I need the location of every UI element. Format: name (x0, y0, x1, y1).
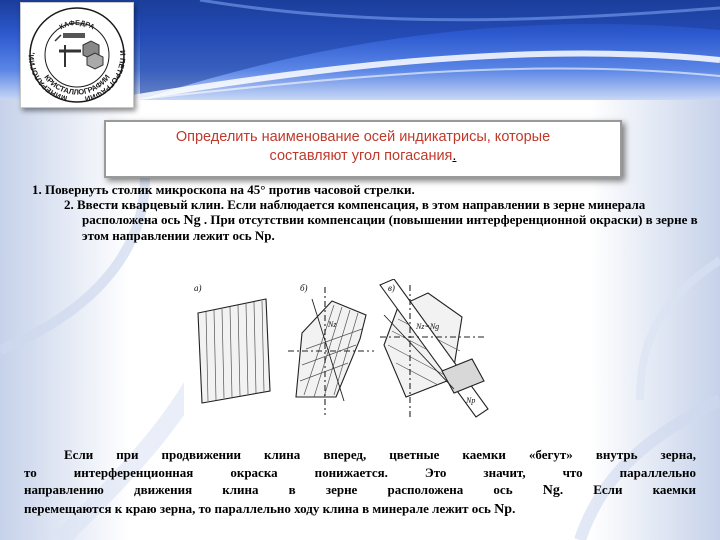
figure-b (288, 287, 374, 415)
wedge-diagram (184, 279, 502, 424)
explanation-line1: Если при продвижении клина вперед, цветные каемки «бегут» внутрь зерна, (64, 447, 696, 462)
step-2 (32, 197, 704, 243)
figure-label-a: а) (194, 283, 202, 293)
explanation-line4-after: . (512, 500, 516, 516)
task-title-line1: Определить наименование осей индикатрисы, которые (175, 129, 551, 145)
step-2-number: 2. (64, 197, 74, 212)
step-2-text-mid: . При отсутствии компенсации (повышении интерференционной окраски) в зерне в этом направлении лежит ось (82, 212, 698, 243)
explanation-line3 (24, 481, 696, 500)
explanation-line4-before: перемещаются к краю зерна, то параллельно ходу клина в минерале лежит ось (24, 500, 495, 516)
step-1 (32, 182, 704, 197)
task-title-line2-text: составляют угол погасания (269, 148, 453, 164)
step-2-text-after: . (271, 228, 275, 243)
step-2-axis-np: Np (254, 228, 272, 243)
explanation-axis-ng: Ng (542, 483, 560, 498)
explanation-line4 (24, 500, 696, 519)
explanation-paragraph (24, 446, 696, 518)
svg-text:КАФЕДРА (59, 20, 96, 31)
logo-text-top: КАФЕДРА (58, 19, 96, 32)
wedge-figure (184, 279, 502, 424)
logo-text-right: И ПЕТРОГРАФИИ (84, 50, 128, 104)
crystal-emblem-icon (55, 33, 103, 69)
figure-axis-nz: Nz (328, 320, 337, 329)
explanation-line2: то интерференционная окраска понижается. Это значит, что параллельно (24, 464, 696, 480)
step-2-axis-ng: Ng (183, 213, 201, 228)
department-seal-icon (25, 5, 129, 105)
task-title-line2 (106, 147, 620, 166)
figure-label-b: б) (300, 283, 308, 293)
step-1-text: Повернуть столик микроскопа на 45° против часовой стрелки. (45, 182, 415, 197)
logo-text-bottom: КРИСТАЛЛОГРАФИИ (42, 72, 112, 97)
instruction-steps (32, 182, 704, 243)
task-title-end-dot: . (452, 148, 457, 164)
figure-a (198, 299, 270, 403)
step-1-number: 1. (32, 182, 42, 197)
step-2-text-before: Ввести кварцевый клин. Если наблюдается компенсация, в этом направлении в зерне минерала расположена ось (77, 197, 646, 227)
figure-axis-np: Np (466, 396, 476, 405)
figure-label-c: в) (388, 283, 395, 293)
task-title-box (104, 120, 622, 178)
explanation-line3-before: направлению движения клина в зерне расположена ось (24, 482, 543, 497)
figure-axis-nz-ng: Nz=Ng (416, 322, 440, 331)
explanation-line3-after: . Если каемки (559, 482, 697, 497)
department-logo (20, 2, 134, 108)
logo-text-left: МИНЕРАЛОГИИ, (26, 52, 69, 104)
explanation-axis-np: Np (494, 501, 513, 517)
